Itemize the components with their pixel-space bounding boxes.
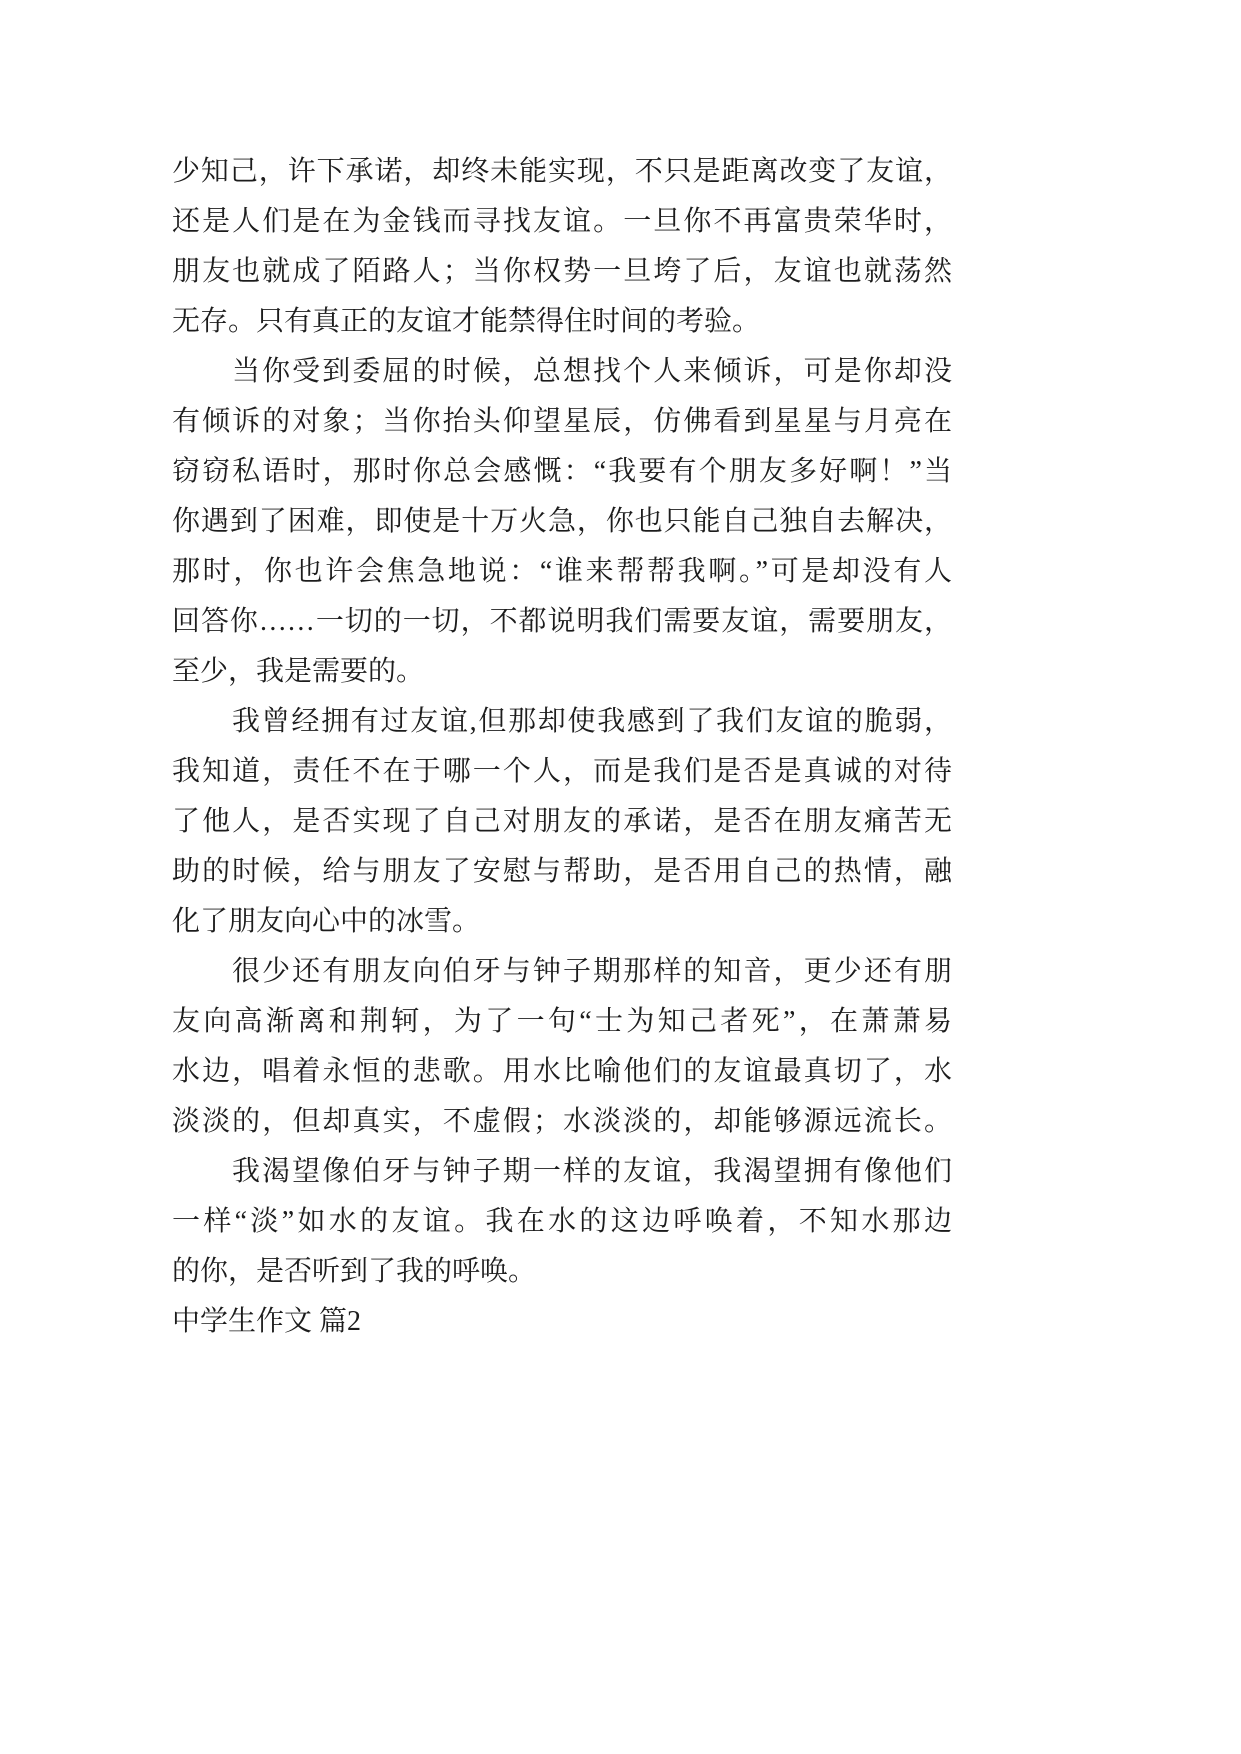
text-line: 友向高渐离和荆轲，为了一句“士为知己者死”，在萧萧易 [172, 1006, 952, 1037]
text-line: 我知道，责任不在于哪一个人，而是我们是否是真诚的对待 [172, 756, 952, 787]
text-line: 一样“淡”如水的友谊。我在水的这边呼唤着，不知水那边 [172, 1206, 952, 1237]
text-line: 朋友也就成了陌路人；当你权势一旦垮了后，友谊也就荡然 [172, 256, 952, 287]
text-line: 那时，你也许会焦急地说：“谁来帮帮我啊。”可是却没有人 [172, 556, 952, 587]
text-line: 至少，我是需要的。 [172, 656, 425, 687]
text-line: 当你受到委屈的时候，总想找个人来倾诉，可是你却没 [232, 356, 952, 387]
text-line: 化了朋友向心中的冰雪。 [172, 906, 481, 937]
text-line: 助的时候，给与朋友了安慰与帮助，是否用自己的热情，融 [172, 856, 952, 887]
text-line: 的你，是否听到了我的呼唤。 [172, 1256, 537, 1287]
text-line: 你遇到了困难，即使是十万火急，你也只能自己独自去解决， [172, 506, 952, 537]
text-line: 了他人，是否实现了自己对朋友的承诺，是否在朋友痛苦无 [172, 806, 952, 837]
text-line: 窃窃私语时，那时你总会感慨：“我要有个朋友多好啊！”当 [172, 456, 952, 487]
section-heading: 中学生作文 篇2 [172, 1306, 362, 1337]
text-line: 我渴望像伯牙与钟子期一样的友谊，我渴望拥有像他们 [232, 1156, 952, 1187]
text-line: 很少还有朋友向伯牙与钟子期那样的知音，更少还有朋 [232, 956, 952, 987]
text-line: 无存。只有真正的友谊才能禁得住时间的考验。 [172, 306, 761, 337]
text-line: 少知己，许下承诺，却终未能实现，不只是距离改变了友谊， [172, 156, 952, 187]
text-line: 淡淡的，但却真实，不虚假；水淡淡的，却能够源远流长。 [172, 1106, 952, 1137]
text-line: 还是人们是在为金钱而寻找友谊。一旦你不再富贵荣华时， [172, 206, 952, 237]
text-line: 回答你……一切的一切，不都说明我们需要友谊，需要朋友， [172, 606, 952, 637]
text-line: 有倾诉的对象；当你抬头仰望星辰，仿佛看到星星与月亮在 [172, 406, 952, 437]
document-body [172, 147, 952, 1347]
text-line: 水边，唱着永恒的悲歌。用水比喻他们的友谊最真切了，水 [172, 1056, 952, 1087]
text-line: 我曾经拥有过友谊,但那却使我感到了我们友谊的脆弱， [232, 706, 952, 737]
